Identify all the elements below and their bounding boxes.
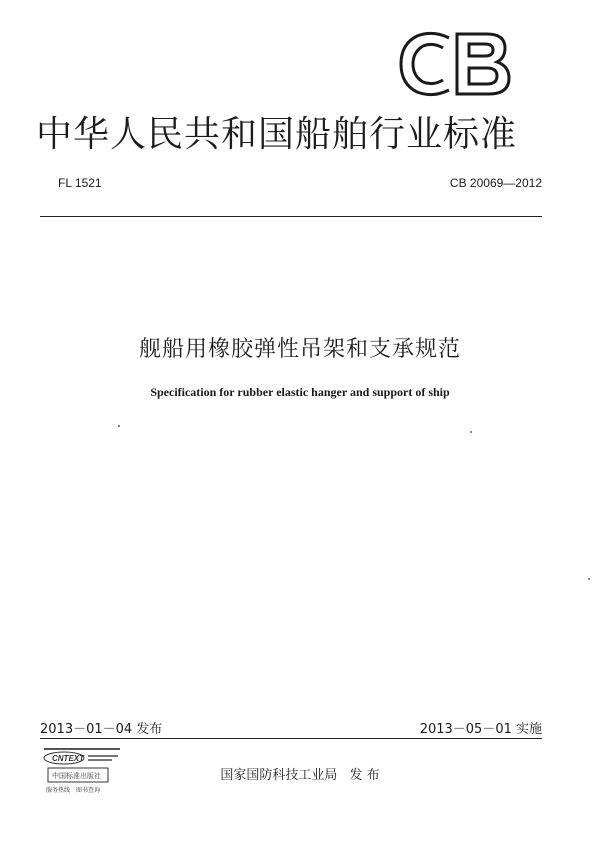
standard-title-english: Specification for rubber elastic hanger and support of ship (150, 385, 450, 399)
scan-speck (118, 425, 120, 427)
publisher-verb: 发 布 (349, 768, 380, 783)
footer-divider (40, 738, 542, 739)
implementation-date: 2013－05－01 实施 (419, 722, 542, 737)
page-header-title: 中华人民共和国船舶行业标准 (36, 114, 518, 155)
svg-text:中国标准出版社: 中国标准出版社 (52, 773, 101, 780)
issue-date: 2013－01－04 发布 (40, 722, 163, 737)
scan-speck (470, 431, 472, 433)
header-divider (40, 216, 542, 217)
publisher-name: 国家国防科技工业局 (220, 768, 338, 783)
cb-logo-text: CB (393, 24, 395, 25)
ics-code: FL 1521 (58, 176, 102, 190)
svg-text:服务热线 图书查询: 服务热线 图书查询 (46, 788, 101, 794)
publisher-line (0, 764, 600, 783)
scan-speck (588, 578, 590, 580)
standard-title-chinese: 舰船用橡胶弹性吊架和支承规范 (138, 337, 461, 362)
standard-number: CB 20069—2012 (449, 176, 542, 190)
cb-logo (393, 24, 517, 104)
svg-text:CNTEXT: CNTEXT (52, 754, 84, 763)
